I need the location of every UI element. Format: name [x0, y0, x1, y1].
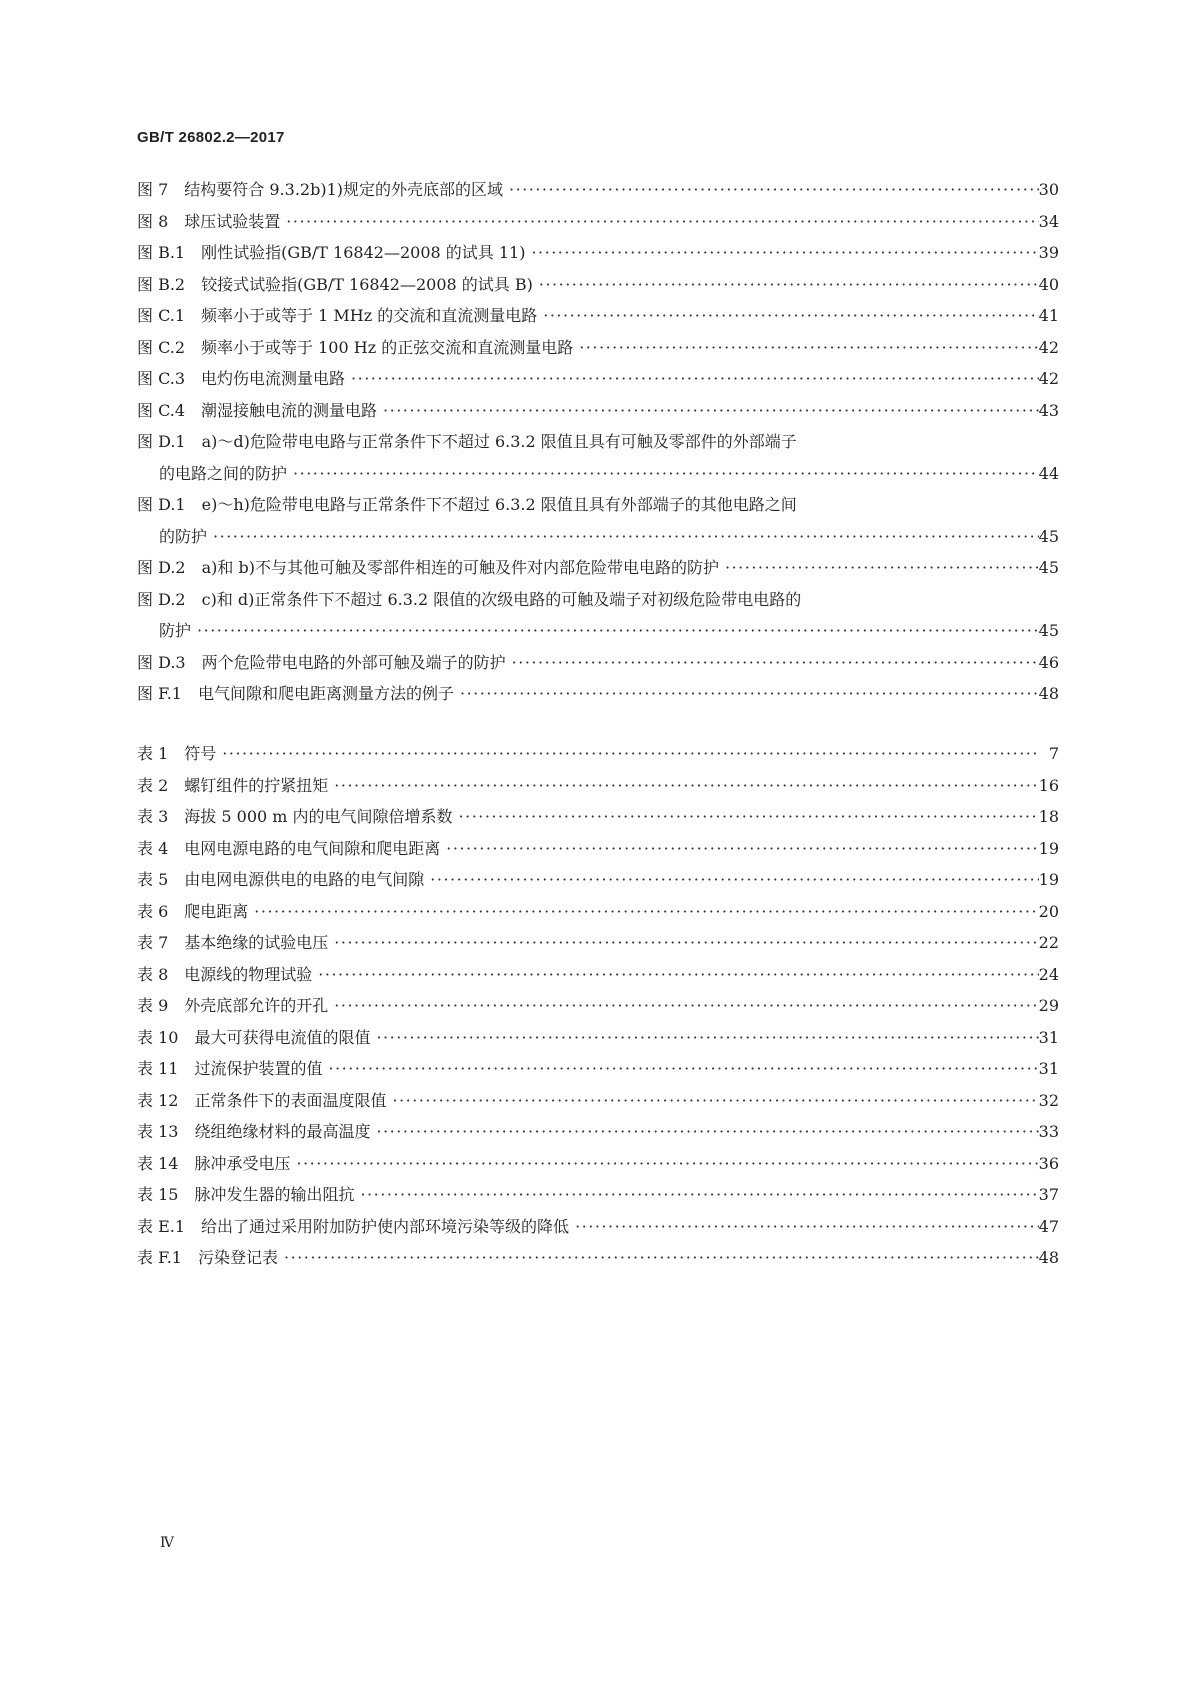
entry-title: 铰接式试验指(GB/T 16842—2008 的试具 B) — [201, 274, 533, 294]
entry-number: 表 6 — [137, 901, 169, 921]
entry-title: 污染登记表 — [197, 1248, 278, 1267]
entry-page-number: 42 — [1038, 369, 1059, 388]
entry-title: 最大可获得电流值的限值 — [194, 1027, 371, 1047]
dot-leader — [322, 1059, 1038, 1079]
entry-page-number: 48 — [1038, 684, 1059, 703]
entry-page-number: 20 — [1038, 901, 1059, 921]
entry-page-number: 30 — [1038, 180, 1059, 199]
entry-page-number: 34 — [1038, 211, 1059, 231]
entry-title: 外壳底部允许的开孔 — [184, 996, 329, 1015]
dot-leader — [328, 776, 1038, 796]
entry-title: c)和 d)正常条件下不超过 6.3.2 限值的次级电路的可触及端子对初级危险带电电路的 — [201, 589, 802, 609]
dot-leader — [328, 933, 1038, 953]
dot-leader — [248, 902, 1038, 922]
entry-page-number: 45 — [1038, 621, 1059, 640]
entry-number: 表 11 — [137, 1059, 179, 1078]
dot-leader — [287, 464, 1039, 484]
entry-number: 图 D.3 — [137, 652, 186, 672]
entry-number: 表 7 — [137, 933, 169, 952]
entry-title: 过流保护装置的值 — [194, 1059, 323, 1078]
table-toc-entry[interactable] — [137, 776, 1059, 808]
figure-toc-entry[interactable] — [137, 432, 1059, 495]
entry-title: 爬电距离 — [184, 901, 249, 921]
table-toc-entry[interactable] — [137, 1154, 1059, 1186]
dot-leader — [207, 527, 1039, 547]
entry-title: 符号 — [184, 744, 217, 763]
entry-number: 表 5 — [137, 870, 169, 889]
entry-page-number: 31 — [1038, 1027, 1059, 1047]
entry-page-number: 32 — [1038, 1090, 1059, 1110]
entry-title-continued: 的电路之间的防护 — [159, 463, 288, 483]
table-toc-entry[interactable] — [137, 807, 1059, 839]
dot-leader — [278, 1248, 1039, 1268]
entry-page-number: 41 — [1038, 306, 1059, 325]
entry-number: 表 12 — [137, 1090, 179, 1110]
entry-number: 图 8 — [137, 211, 169, 231]
dot-leader — [440, 839, 1038, 859]
dot-leader — [573, 338, 1038, 358]
entry-title: 脉冲发生器的输出阻抗 — [194, 1185, 355, 1204]
entry-page-number: 46 — [1038, 652, 1059, 672]
dot-leader — [216, 744, 1039, 764]
entry-title: 给出了通过采用附加防护使内部环境污染等级的降低 — [201, 1216, 570, 1236]
dot-leader — [312, 965, 1038, 985]
dot-leader — [191, 621, 1039, 641]
dot-leader — [386, 1091, 1038, 1111]
entry-title: e)～h)危险带电电路与正常条件下不超过 6.3.2 限值且具有外部端子的其他电路之间 — [201, 495, 797, 514]
entry-page-number: 44 — [1038, 463, 1059, 483]
table-toc-entry[interactable] — [137, 1122, 1059, 1154]
entry-number: 表 2 — [137, 775, 169, 795]
dot-leader — [370, 1122, 1038, 1142]
entry-number: 表 4 — [137, 838, 169, 858]
figure-toc-entry[interactable] — [137, 590, 1059, 653]
entry-number: 图 C.1 — [137, 306, 186, 325]
table-toc-entry[interactable] — [137, 1091, 1059, 1123]
entry-title: a)和 b)不与其他可触及零部件相连的可触及件对内部危险带电电路的防护 — [201, 558, 719, 577]
entry-title: 绕组绝缘材料的最高温度 — [194, 1122, 371, 1141]
entry-page-number: 45 — [1038, 558, 1059, 577]
dot-leader — [537, 306, 1038, 326]
entry-title: 脉冲承受电压 — [194, 1153, 291, 1173]
entry-title: a)～d)危险带电电路与正常条件下不超过 6.3.2 限值且具有可触及零部件的外部端子 — [201, 432, 797, 451]
entry-number: 图 D.1 — [137, 495, 186, 514]
entry-page-number: 47 — [1038, 1216, 1059, 1236]
entry-number: 表 8 — [137, 964, 169, 984]
dot-leader — [370, 1028, 1038, 1048]
entry-page-number: 39 — [1038, 243, 1059, 262]
figure-list — [137, 180, 1059, 716]
entry-number: 图 D.1 — [137, 432, 186, 451]
entry-number: 表 13 — [137, 1122, 179, 1141]
page-number: Ⅳ — [160, 1535, 174, 1551]
entry-page-number: 42 — [1038, 337, 1059, 357]
entry-number: 图 D.2 — [137, 558, 186, 577]
entry-page-number: 36 — [1038, 1153, 1059, 1173]
entry-number: 图 B.2 — [137, 274, 186, 294]
entry-number: 表 F.1 — [137, 1248, 182, 1267]
figure-toc-entry[interactable] — [137, 495, 1059, 558]
table-toc-entry[interactable] — [137, 1217, 1059, 1249]
entry-page-number: 16 — [1038, 775, 1059, 795]
entry-number: 表 E.1 — [137, 1216, 186, 1236]
entry-page-number: 48 — [1038, 1248, 1059, 1267]
dot-leader — [506, 653, 1039, 673]
entry-title: 刚性试验指(GB/T 16842—2008 的试具 11) — [201, 243, 526, 262]
dot-leader — [569, 1217, 1039, 1237]
figure-toc-entry[interactable] — [137, 306, 1059, 338]
entry-title-continued: 防护 — [159, 621, 192, 640]
figure-toc-entry[interactable] — [137, 243, 1059, 275]
figure-toc-entry[interactable] — [137, 275, 1059, 307]
entry-title: 两个危险带电电路的外部可触及端子的防护 — [201, 652, 506, 672]
entry-title: 频率小于或等于 100 Hz 的正弦交流和直流测量电路 — [201, 337, 574, 357]
entry-title: 频率小于或等于 1 MHz 的交流和直流测量电路 — [201, 306, 538, 325]
entry-title: 电源线的物理试验 — [184, 964, 313, 984]
entry-page-number: 45 — [1038, 526, 1059, 546]
table-list — [137, 744, 1059, 1280]
entry-title: 基本绝缘的试验电压 — [184, 933, 329, 952]
table-toc-entry[interactable] — [137, 1028, 1059, 1060]
entry-number: 图 D.2 — [137, 589, 186, 609]
table-toc-entry[interactable] — [137, 965, 1059, 997]
entry-number: 图 F.1 — [137, 684, 182, 703]
dot-leader — [345, 369, 1039, 389]
dot-leader — [424, 870, 1038, 890]
entry-number: 图 7 — [137, 180, 169, 199]
figure-toc-entry[interactable] — [137, 338, 1059, 370]
figure-toc-entry[interactable] — [137, 558, 1059, 590]
dot-leader — [290, 1154, 1038, 1174]
entry-number: 图 C.3 — [137, 369, 186, 388]
entry-page-number: 40 — [1038, 274, 1059, 294]
entry-number: 表 1 — [137, 744, 169, 763]
dot-leader — [454, 684, 1039, 704]
entry-title: 潮湿接触电流的测量电路 — [201, 400, 378, 420]
entry-page-number: 22 — [1038, 933, 1059, 952]
figure-toc-entry[interactable] — [137, 180, 1059, 212]
figure-toc-entry[interactable] — [137, 401, 1059, 433]
entry-page-number: 19 — [1038, 838, 1059, 858]
entry-page-number: 29 — [1038, 996, 1059, 1015]
table-toc-entry[interactable] — [137, 1248, 1059, 1280]
dot-leader — [354, 1185, 1038, 1205]
dot-leader — [453, 807, 1039, 827]
entry-page-number: 37 — [1038, 1185, 1059, 1204]
entry-title: 结构要符合 9.3.2b)1)规定的外壳底部的区域 — [184, 180, 503, 199]
entry-title: 电灼伤电流测量电路 — [201, 369, 346, 388]
entry-page-number: 31 — [1038, 1059, 1059, 1078]
dot-leader — [525, 243, 1038, 263]
dot-leader — [719, 558, 1039, 578]
dot-leader — [377, 401, 1039, 421]
dot-leader — [503, 180, 1039, 200]
entry-page-number: 7 — [1048, 744, 1059, 763]
table-toc-entry[interactable] — [137, 933, 1059, 965]
figure-toc-entry[interactable] — [137, 684, 1059, 716]
table-toc-entry[interactable] — [137, 839, 1059, 871]
table-toc-entry[interactable] — [137, 996, 1059, 1028]
figure-toc-entry[interactable] — [137, 653, 1059, 685]
entry-page-number: 24 — [1038, 964, 1059, 984]
entry-page-number: 19 — [1038, 870, 1059, 889]
entry-page-number: 33 — [1038, 1122, 1059, 1141]
entry-number: 表 3 — [137, 807, 169, 826]
entry-page-number: 18 — [1038, 807, 1059, 826]
entry-number: 表 15 — [137, 1185, 179, 1204]
entry-number: 图 B.1 — [137, 243, 186, 262]
entry-number: 表 9 — [137, 996, 169, 1015]
dot-leader — [280, 212, 1038, 232]
entry-page-number: 43 — [1038, 400, 1059, 420]
table-toc-entry[interactable] — [137, 1185, 1059, 1217]
standard-number-header: GB/T 26802.2—2017 — [137, 129, 285, 146]
entry-title: 球压试验装置 — [184, 211, 281, 231]
entry-title: 海拔 5 000 m 内的电气间隙倍增系数 — [184, 807, 453, 826]
dot-leader — [533, 275, 1039, 295]
entry-number: 图 C.4 — [137, 400, 186, 420]
entry-number: 图 C.2 — [137, 337, 186, 357]
entry-title: 螺钉组件的拧紧扭矩 — [184, 775, 329, 795]
entry-title: 正常条件下的表面温度限值 — [194, 1090, 387, 1110]
entry-number: 表 10 — [137, 1027, 179, 1047]
table-toc-entry[interactable] — [137, 902, 1059, 934]
entry-number: 表 14 — [137, 1153, 179, 1173]
table-toc-entry[interactable] — [137, 1059, 1059, 1091]
table-toc-entry[interactable] — [137, 870, 1059, 902]
figure-toc-entry[interactable] — [137, 369, 1059, 401]
entry-title: 电气间隙和爬电距离测量方法的例子 — [197, 684, 454, 703]
entry-title-continued: 的防护 — [159, 526, 208, 546]
entry-title: 电网电源电路的电气间隙和爬电距离 — [184, 838, 441, 858]
dot-leader — [328, 996, 1038, 1016]
figure-toc-entry[interactable] — [137, 212, 1059, 244]
table-toc-entry[interactable] — [137, 744, 1059, 776]
entry-title: 由电网电源供电的电路的电气间隙 — [184, 870, 425, 889]
